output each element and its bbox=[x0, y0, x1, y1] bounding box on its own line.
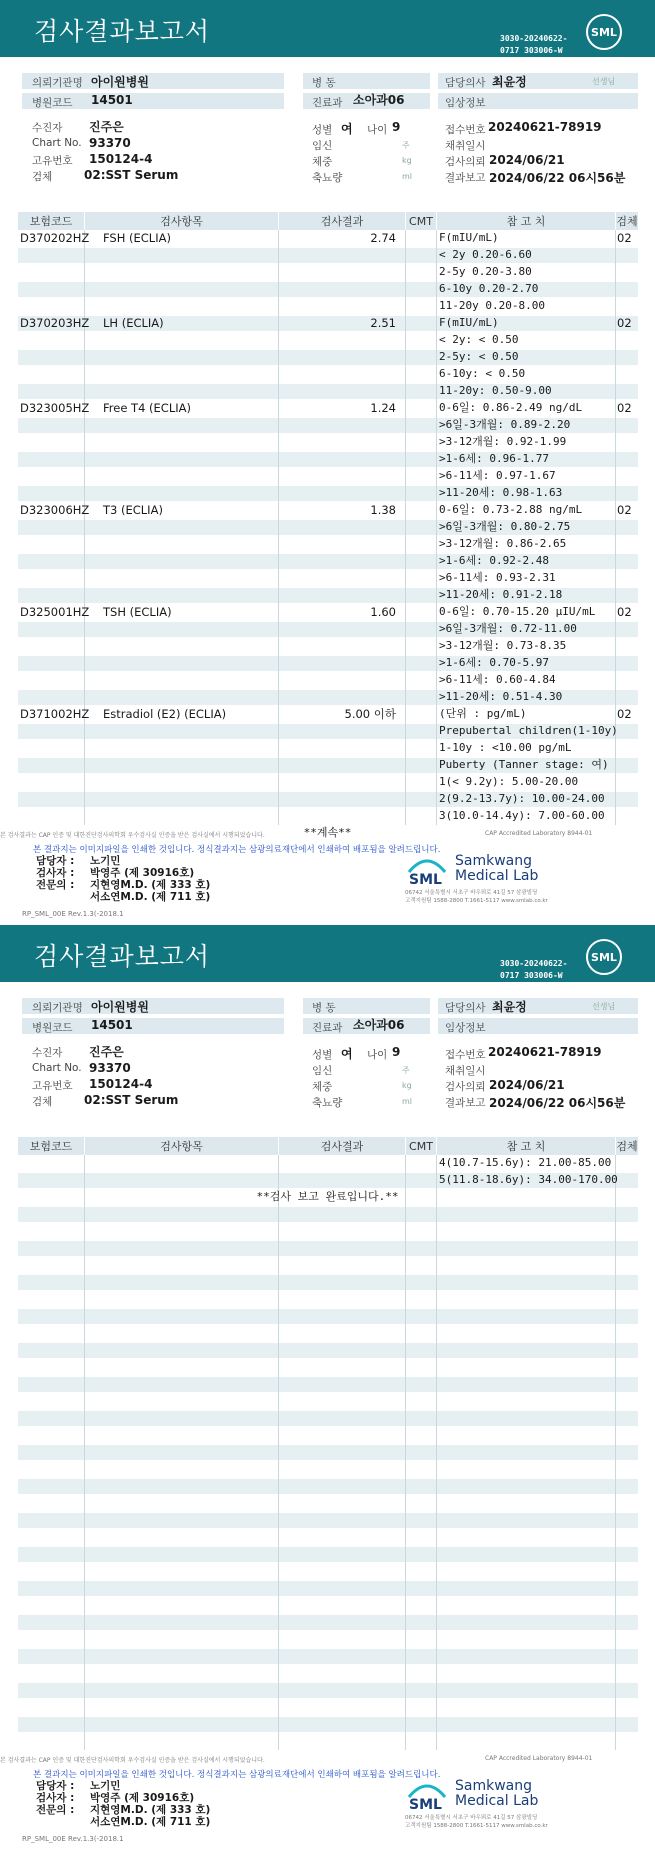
test-result: 2.74 bbox=[370, 231, 396, 245]
reference-range: >1-6세: 0.96-1.77 bbox=[439, 452, 549, 465]
department-label: 진료과 bbox=[312, 1022, 343, 1034]
row-stripe bbox=[18, 282, 638, 297]
table-header: 검체 bbox=[616, 212, 638, 230]
lab-address: 06742 서울특별시 서초구 바우뫼로 41길 57 삼광빌딩 bbox=[405, 890, 538, 896]
test-item: LH (ECLIA) bbox=[103, 316, 164, 330]
row-stripe bbox=[18, 1411, 638, 1426]
report-footer bbox=[0, 1755, 655, 1850]
reference-range: Puberty (Tanner stage: 여) bbox=[439, 758, 609, 771]
reference-range: 11-20y: 0.50-9.00 bbox=[439, 384, 552, 397]
clinical-label: 임상정보 bbox=[445, 97, 486, 109]
lab-logo bbox=[405, 852, 595, 904]
doctor-label: 담당의사 bbox=[445, 77, 486, 89]
reference-range: >3-12개월: 0.86-2.65 bbox=[439, 537, 567, 550]
unique-label: 고유번호 bbox=[32, 1080, 73, 1092]
hospital-code-value: 14501 bbox=[91, 93, 133, 107]
specialist-label: 전문의 : bbox=[36, 1804, 75, 1816]
urine-label: 축뇨량 bbox=[312, 1097, 343, 1109]
doctor-label: 담당의사 bbox=[445, 1002, 486, 1014]
table-header: 검사결과 bbox=[279, 1137, 405, 1155]
reference-range: 6-10y: < 0.50 bbox=[439, 367, 526, 380]
reference-range: >6일-3개월: 0.72-11.00 bbox=[439, 622, 577, 635]
fine-print: 본 검사결과는 CAP 인증 및 대한진단검사의학회 우수검사실 인증을 받은 검사실에서 시행되었습니다. CAP Accredited Laboratory 8944-01 bbox=[0, 830, 593, 839]
revision-code: RP_SML_00E Rev.1.3(-2018.1 bbox=[22, 1835, 124, 1843]
reference-range: < 2y: < 0.50 bbox=[439, 333, 519, 346]
reference-range: 2(9.2-13.7y): 10.00-24.00 bbox=[439, 792, 605, 805]
lab-name: Samkwang Medical Lab bbox=[455, 1778, 539, 1809]
row-stripe bbox=[18, 1445, 638, 1460]
row-stripe bbox=[18, 248, 638, 263]
request-value: 2024/06/21 bbox=[489, 1078, 565, 1092]
lab-name: Samkwang Medical Lab bbox=[455, 853, 539, 884]
report-time-value: 2024/06/22 06시56분 bbox=[489, 1096, 626, 1110]
chart-label: Chart No. bbox=[32, 137, 82, 149]
specialist-value-1: 지현영M.D. (제 333 호) bbox=[90, 1804, 211, 1816]
manager-label: 담당자 : bbox=[36, 1780, 75, 1792]
specialist-value-2: 서소연M.D. (제 711 호) bbox=[90, 891, 211, 903]
patient-name-label: 수진자 bbox=[32, 122, 63, 134]
reference-range: >11-20세: 0.51-4.30 bbox=[439, 690, 563, 703]
document-id: 3030-20240622-0717 303006-W bbox=[500, 959, 568, 980]
examiner-label: 검사자 : bbox=[36, 867, 75, 879]
row-stripe bbox=[18, 1275, 638, 1290]
sex-value: 여 bbox=[341, 122, 353, 136]
report-time-label: 결과보고 bbox=[445, 1097, 486, 1109]
urine-unit: ml bbox=[402, 1097, 413, 1106]
test-result: 1.38 bbox=[370, 503, 396, 517]
table-header: CMT bbox=[406, 212, 436, 230]
patient-name-label: 수진자 bbox=[32, 1047, 63, 1059]
examiner-value: 박영주 (제 30916호) bbox=[90, 867, 195, 879]
unique-label: 고유번호 bbox=[32, 155, 73, 167]
department-value: 소아과06 bbox=[353, 93, 405, 107]
chart-label: Chart No. bbox=[32, 1062, 82, 1074]
reference-range: >11-20세: 0.91-2.18 bbox=[439, 588, 563, 601]
row-stripe bbox=[18, 1717, 638, 1732]
lab-phone: 고객지원팀 1588-2800 T.1661-5117 www.smlab.co.kr bbox=[405, 1823, 548, 1829]
receipt-value: 20240621-78919 bbox=[488, 1045, 602, 1059]
reference-range: 1(< 9.2y): 5.00-20.00 bbox=[439, 775, 579, 788]
specimen-code: 02 bbox=[617, 503, 632, 517]
test-result: 2.51 bbox=[370, 316, 396, 330]
doctor-value: 최윤정 bbox=[492, 75, 527, 89]
reference-range: F(mIU/mL) bbox=[439, 316, 499, 329]
test-result: 1.24 bbox=[370, 401, 396, 415]
patient-name-value: 진주은 bbox=[89, 120, 124, 134]
specimen-code: 02 bbox=[617, 707, 632, 721]
specialist-label: 전문의 : bbox=[36, 879, 75, 891]
table-header: 검사결과 bbox=[279, 212, 405, 230]
row-stripe bbox=[18, 1377, 638, 1392]
receipt-label: 접수번호 bbox=[445, 124, 486, 136]
svg-text:SML: SML bbox=[409, 872, 442, 886]
row-stripe bbox=[18, 1479, 638, 1494]
reference-range: < 2y 0.20-6.60 bbox=[439, 248, 532, 261]
row-stripe bbox=[18, 1309, 638, 1324]
reference-range: >6-11세: 0.93-2.31 bbox=[439, 571, 556, 584]
table-header: 참 고 치 bbox=[437, 1137, 615, 1155]
department-label: 진료과 bbox=[312, 97, 343, 109]
reference-range: (단위 : pg/mL) bbox=[439, 707, 527, 720]
report-status-text: **계속** bbox=[303, 826, 352, 839]
report-time-value: 2024/06/22 06시56분 bbox=[489, 171, 626, 185]
column-divider bbox=[278, 230, 279, 825]
manager-value: 노기민 bbox=[90, 855, 121, 867]
report-header bbox=[0, 925, 655, 982]
request-label: 검사의뢰 bbox=[445, 156, 486, 168]
report-time-label: 결과보고 bbox=[445, 172, 486, 184]
sex-label: 성별 bbox=[312, 124, 333, 136]
reference-range: >1-6세: 0.70-5.97 bbox=[439, 656, 549, 669]
test-result: 5.00 이하 bbox=[344, 707, 396, 721]
column-divider bbox=[615, 1155, 616, 1750]
age-label: 나이 bbox=[367, 1049, 388, 1061]
column-divider bbox=[436, 230, 437, 825]
collect-label: 채취일시 bbox=[445, 1065, 486, 1077]
reference-range: >3-12개월: 0.73-8.35 bbox=[439, 639, 567, 652]
row-stripe bbox=[18, 1513, 638, 1528]
doctor-suffix: 선생님 bbox=[592, 77, 616, 86]
examiner-label: 검사자 : bbox=[36, 1792, 75, 1804]
pregnancy-label: 임신 bbox=[312, 140, 333, 152]
patient-info bbox=[0, 70, 655, 190]
lab-address: 06742 서울특별시 서초구 바우뫼로 41길 57 삼광빌딩 bbox=[405, 1815, 538, 1821]
test-item: FSH (ECLIA) bbox=[103, 231, 171, 245]
specimen-value: 02:SST Serum bbox=[84, 168, 179, 182]
table-header: 검사항목 bbox=[85, 1137, 278, 1155]
reference-range: 4(10.7-15.6y): 21.00-85.00 bbox=[439, 1156, 612, 1169]
receipt-label: 접수번호 bbox=[445, 1049, 486, 1061]
chart-value: 93370 bbox=[89, 1061, 131, 1075]
column-divider bbox=[436, 1155, 437, 1750]
report-title: 검사결과보고서 bbox=[34, 17, 211, 46]
examiner-value: 박영주 (제 30916호) bbox=[90, 1792, 195, 1804]
institution-label: 의뢰기관명 bbox=[32, 1002, 83, 1014]
receipt-value: 20240621-78919 bbox=[488, 120, 602, 134]
svg-text:SML: SML bbox=[409, 1797, 442, 1811]
table-header: CMT bbox=[406, 1137, 436, 1155]
reference-range: 3(10.0-14.4y): 7.00-60.00 bbox=[439, 809, 605, 822]
report-title: 검사결과보고서 bbox=[34, 942, 211, 971]
reference-range: >3-12개월: 0.92-1.99 bbox=[439, 435, 567, 448]
row-stripe bbox=[18, 1343, 638, 1358]
notice-text: 본 결과지는 이미지파일을 인쇄한 것입니다. 정식결과지는 삼광의료재단에서 인쇄하여 배포됨을 알려드립니다. bbox=[33, 1770, 441, 1780]
test-item: Free T4 (ECLIA) bbox=[103, 401, 191, 415]
clinical-label: 임상정보 bbox=[445, 1022, 486, 1034]
table-header: 검체 bbox=[616, 1137, 638, 1155]
specimen-code: 02 bbox=[617, 605, 632, 619]
report-status-text: **검사 보고 완료입니다.** bbox=[256, 1190, 399, 1203]
insurance-code: D323006HZ bbox=[20, 503, 90, 517]
request-value: 2024/06/21 bbox=[489, 153, 565, 167]
reference-range: 6-10y 0.20-2.70 bbox=[439, 282, 539, 295]
institution-value: 아이원병원 bbox=[91, 1000, 149, 1014]
specimen-label: 검체 bbox=[32, 1096, 53, 1108]
pregnancy-label: 임신 bbox=[312, 1065, 333, 1077]
table-header: 참 고 치 bbox=[437, 212, 615, 230]
column-divider bbox=[405, 230, 406, 825]
revision-code: RP_SML_00E Rev.1.3(-2018.1 bbox=[22, 910, 124, 918]
test-item: TSH (ECLIA) bbox=[103, 605, 172, 619]
table-header: 검사항목 bbox=[85, 212, 278, 230]
reference-range: >11-20세: 0.98-1.63 bbox=[439, 486, 563, 499]
row-stripe bbox=[18, 1547, 638, 1562]
row-stripe bbox=[18, 1241, 638, 1256]
reference-range: Prepubertal children(1-10y) bbox=[439, 724, 618, 737]
notice-text: 본 결과지는 이미지파일을 인쇄한 것입니다. 정식결과지는 삼광의료재단에서 인쇄하여 배포됨을 알려드립니다. bbox=[33, 845, 441, 855]
insurance-code: D325001HZ bbox=[20, 605, 90, 619]
lab-emblem-icon bbox=[405, 852, 449, 886]
table-header: 보험코드 bbox=[18, 1137, 84, 1155]
patient-info bbox=[0, 995, 655, 1115]
reference-range: 1-10y : <10.00 pg/mL bbox=[439, 741, 572, 754]
sex-label: 성별 bbox=[312, 1049, 333, 1061]
column-divider bbox=[405, 1155, 406, 1750]
pregnancy-unit: 주 bbox=[402, 1066, 410, 1075]
lab-emblem-icon bbox=[405, 1777, 449, 1811]
row-stripe bbox=[18, 1683, 638, 1698]
institution-value: 아이원병원 bbox=[91, 75, 149, 89]
insurance-code: D370202HZ bbox=[20, 231, 90, 245]
weight-unit: kg bbox=[402, 1081, 412, 1090]
collect-label: 채취일시 bbox=[445, 140, 486, 152]
reference-range: 0-6일: 0.86-2.49 ng/dL bbox=[439, 401, 583, 414]
row-stripe bbox=[18, 1207, 638, 1222]
urine-label: 축뇨량 bbox=[312, 172, 343, 184]
reference-range: >6-11세: 0.60-4.84 bbox=[439, 673, 556, 686]
reference-range: F(mIU/mL) bbox=[439, 231, 499, 244]
specimen-value: 02:SST Serum bbox=[84, 1093, 179, 1107]
reference-range: 2-5y: < 0.50 bbox=[439, 350, 519, 363]
reference-range: 11-20y 0.20-8.00 bbox=[439, 299, 545, 312]
unique-value: 150124-4 bbox=[89, 1077, 153, 1091]
sex-value: 여 bbox=[341, 1047, 353, 1061]
hospital-code-value: 14501 bbox=[91, 1018, 133, 1032]
doctor-value: 최윤정 bbox=[492, 1000, 527, 1014]
column-divider bbox=[84, 1155, 85, 1750]
fine-print: 본 검사결과는 CAP 인증 및 대한진단검사의학회 우수검사실 인증을 받은 검사실에서 시행되었습니다. CAP Accredited Laboratory 8944-01 bbox=[0, 1755, 593, 1764]
row-stripe bbox=[18, 1581, 638, 1596]
test-item: T3 (ECLIA) bbox=[103, 503, 163, 517]
table-header: 보험코드 bbox=[18, 212, 84, 230]
insurance-code: D370203HZ bbox=[20, 316, 90, 330]
reference-range: 2-5y 0.20-3.80 bbox=[439, 265, 532, 278]
reference-range: 5(11.8-18.6y): 34.00-170.00 bbox=[439, 1173, 618, 1186]
test-item: Estradiol (E2) (ECLIA) bbox=[103, 707, 227, 721]
age-value: 9 bbox=[392, 120, 401, 134]
row-stripe bbox=[18, 350, 638, 365]
row-stripe bbox=[18, 1615, 638, 1630]
ward-label: 병 동 bbox=[312, 1002, 336, 1014]
reference-range: >6일-3개월: 0.80-2.75 bbox=[439, 520, 571, 533]
specialist-value-1: 지현영M.D. (제 333 호) bbox=[90, 879, 211, 891]
chart-value: 93370 bbox=[89, 136, 131, 150]
report-footer bbox=[0, 830, 655, 925]
report-header bbox=[0, 0, 655, 57]
insurance-code: D371002HZ bbox=[20, 707, 90, 721]
reference-range: >6-11세: 0.97-1.67 bbox=[439, 469, 556, 482]
row-stripe bbox=[18, 1649, 638, 1664]
patient-name-value: 진주은 bbox=[89, 1045, 124, 1059]
lab-logo bbox=[405, 1777, 595, 1829]
doctor-suffix: 선생님 bbox=[592, 1002, 616, 1011]
document-id: 3030-20240622-0717 303006-W bbox=[500, 34, 568, 55]
specimen-label: 검체 bbox=[32, 171, 53, 183]
sml-logo: SML bbox=[586, 939, 622, 975]
hospital-code-label: 병원코드 bbox=[32, 97, 73, 109]
reference-range: >1-6세: 0.92-2.48 bbox=[439, 554, 549, 567]
lab-phone: 고객지원팀 1588-2800 T.1661-5117 www.smlab.co.kr bbox=[405, 898, 548, 904]
unique-value: 150124-4 bbox=[89, 152, 153, 166]
column-divider bbox=[278, 1155, 279, 1750]
hospital-code-label: 병원코드 bbox=[32, 1022, 73, 1034]
age-value: 9 bbox=[392, 1045, 401, 1059]
urine-unit: ml bbox=[402, 172, 413, 181]
weight-unit: kg bbox=[402, 156, 412, 165]
test-result: 1.60 bbox=[370, 605, 396, 619]
age-label: 나이 bbox=[367, 124, 388, 136]
sml-logo: SML bbox=[586, 14, 622, 50]
reference-range: >6일-3개월: 0.89-2.20 bbox=[439, 418, 571, 431]
institution-label: 의뢰기관명 bbox=[32, 77, 83, 89]
weight-label: 체중 bbox=[312, 1081, 333, 1093]
ward-label: 병 동 bbox=[312, 77, 336, 89]
specialist-value-2: 서소연M.D. (제 711 호) bbox=[90, 1816, 211, 1828]
manager-label: 담당자 : bbox=[36, 855, 75, 867]
request-label: 검사의뢰 bbox=[445, 1081, 486, 1093]
manager-value: 노기민 bbox=[90, 1780, 121, 1792]
reference-range: 0-6일: 0.73-2.88 ng/mL bbox=[439, 503, 583, 516]
department-value: 소아과06 bbox=[353, 1018, 405, 1032]
reference-range: 0-6일: 0.70-15.20 µIU/mL bbox=[439, 605, 596, 618]
specimen-code: 02 bbox=[617, 401, 632, 415]
weight-label: 체중 bbox=[312, 156, 333, 168]
report-page bbox=[0, 925, 655, 1850]
specimen-code: 02 bbox=[617, 316, 632, 330]
pregnancy-unit: 주 bbox=[402, 141, 410, 150]
specimen-code: 02 bbox=[617, 231, 632, 245]
insurance-code: D323005HZ bbox=[20, 401, 90, 415]
